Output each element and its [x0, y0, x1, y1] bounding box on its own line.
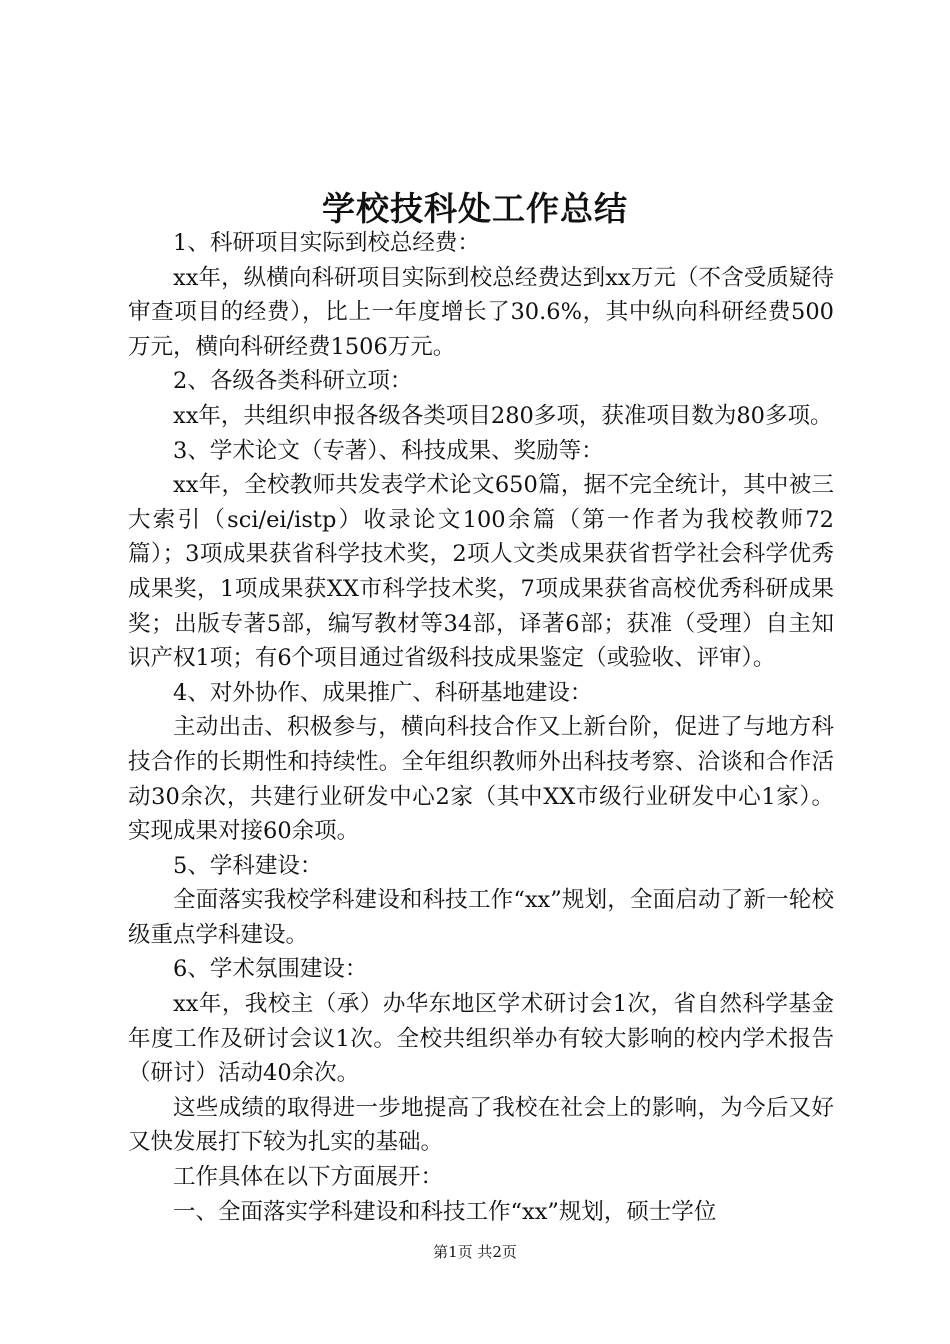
paragraph: xx年，全校教师共发表学术论文650篇，据不完全统计，其中被三大索引（sci/ei/istp）收录论文100余篇（第一作者为我校教师72篇）；3项成果获省科学技术奖，2项人文类成果获省哲学社会科学优秀成果奖，1项成果获XX市科学技术奖，7项成果获省高校优秀科研成果奖；出版专著5部，编写教材等34部，译著6部；获准（受理）自主知识产权1项；有6个项目通过省级科技成果鉴定（或验收、评审）。: [128, 472, 834, 672]
paragraph: 3、学术论文（专著）、科技成果、奖励等：: [173, 437, 604, 464]
document-title: 学校技科处工作总结: [322, 189, 628, 228]
paragraph: xx年，共组织申报各级各类项目280多项，获准项目数为80多项。: [173, 402, 833, 429]
paragraph: 6、学术氛围建设：: [173, 956, 368, 983]
paragraph: 主动出击、积极参与，横向科技合作又上新台阶，促进了与地方科技合作的长期性和持续性。全年组织教师外出科技考察、洽谈和合作活动30余次，共建行业研发中心2家（其中XX市级行业研发中心1家）。实现成果对接60余项。: [128, 714, 834, 845]
document-body: [128, 226, 834, 1229]
paragraph: 1、科研项目实际到校总经费：: [173, 230, 480, 256]
paragraph: 一、全面落实学科建设和科技工作“xx”规划，硕士学位: [173, 1198, 717, 1225]
paragraph: 这些成绩的取得进一步地提高了我校在社会上的影响，为今后又好又快发展打下较为扎实的基础。: [128, 1094, 834, 1156]
paragraph: 4、对外协作、成果推广、科研基地建设：: [173, 679, 593, 706]
paragraph: 全面落实我校学科建设和科技工作“xx”规划，全面启动了新一轮校级重点学科建设。: [128, 887, 834, 948]
paragraph: 工作具体在以下方面展开：: [173, 1164, 444, 1191]
paragraph: xx年，纵横向科研项目实际到校总经费达到xx万元（不含受质疑待审查项目的经费），比上一年度增长了30.6%，其中纵向科研经费500万元，横向科研经费1506万元。: [128, 264, 834, 360]
page-footer: 第1页 共2页: [433, 1243, 517, 1261]
paragraph: 2、各级各类科研立项：: [173, 368, 413, 395]
paragraph: 5、学科建设：: [173, 852, 323, 879]
paragraph: xx年，我校主（承）办华东地区学术研讨会1次，省自然科学基金年度工作及研讨会议1次。全校共组织举办有较大影响的校内学术报告（研讨）活动40余次。: [128, 991, 834, 1087]
